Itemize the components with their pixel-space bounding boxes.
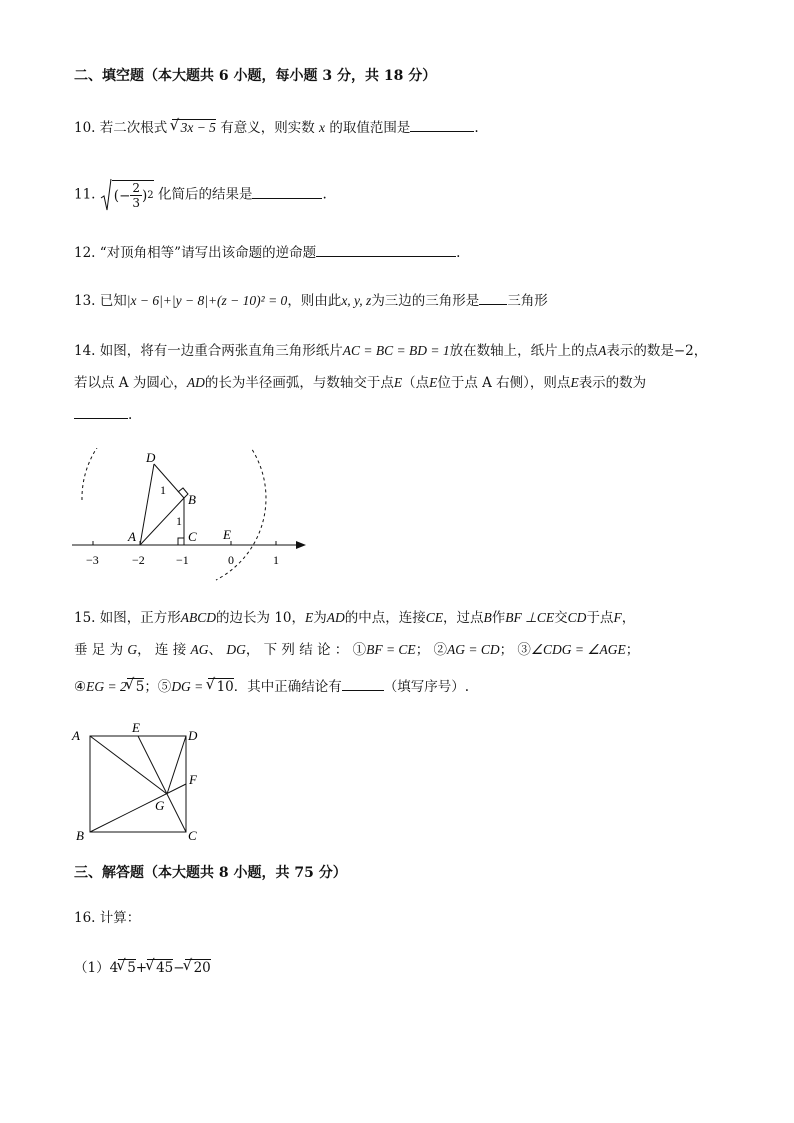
segment-BF [90,784,186,832]
q14-number: 14. [74,343,96,359]
tick-label-minus-1: −1 [176,553,189,567]
q10-post2: 的取值范围是 [329,120,411,136]
q11-post: 化简后的结果是 [157,186,253,203]
q15-number: 15. [74,610,96,626]
label-A: A [128,529,136,544]
question-12: 12. “对顶角相等”请写出该命题的逆命题 . [74,242,460,263]
label-E: E [223,527,231,542]
radical-sign-icon [100,178,112,212]
q15-answer-blank[interactable] [342,676,384,691]
question-14-line-2: 若以点 A 为圆心，AD的长为半径画弧，与数轴交于点E（点E位于点 A 右侧），则点E表示的数为 [74,375,647,391]
label-E: E [132,720,140,735]
q13-vars: x, y, z [341,293,372,308]
segment-AG [90,736,167,794]
q12-answer-blank[interactable] [316,242,456,257]
q16-text: 计算： [99,910,141,926]
q16-radical-20: √ 20 [185,959,211,976]
question-15-line-1: 15. 如图，正方形ABCD的边长为 10，E为AD的中点，连接CE，过点B作BF ⊥CE交CD于点F， [74,610,636,626]
q16-radical-45: √ 45 [147,959,173,976]
q10-radical: √ 3x − 5 [172,119,216,136]
q10-pre: 若二次根式 [99,120,168,136]
question-16 [74,908,140,928]
q13-expression: |x − 6|+|y − 8|+(z − 10)² = 0 [126,293,288,308]
q10-answer-blank[interactable] [410,117,474,132]
square-ABCD [90,736,186,832]
label-F: F [189,772,197,787]
q13-pre: 已知 [99,293,127,309]
question-16-part-1: （1）4√ 5+√ 45−√ 20 [74,958,211,978]
q11-frac-den: 3 [132,196,141,210]
q13-answer-blank[interactable] [479,290,507,305]
question-13: 13. 已知|x − 6|+|y − 8|+(z − 10)² = 0，则由此x, y, z为三边的三角形是 三角形 [74,290,548,311]
question-14-line-1: 14. 如图，将有一边重合两张直角三角形纸片AC = BC = BD = 1放在数轴上，纸片上的点A表示的数是−2， [74,343,708,359]
q11-answer-blank[interactable] [252,184,322,199]
label-D: D [146,450,156,465]
tick-label-1: 1 [273,553,279,567]
question-14-line-3: . [74,404,132,425]
q11-exponent: 2 [147,189,154,201]
q10-post: 有意义，则实数 [220,120,315,136]
label-B: B [188,492,196,507]
label-C: C [188,529,197,544]
q16-radical-5: √ 5 [118,959,136,976]
q16-part-label: （1） [74,960,110,976]
tick-label-minus-2: −2 [132,553,145,567]
label-B: B [76,828,84,843]
q13-number: 13. [74,293,96,309]
label-D: D [188,728,198,743]
label-A: A [72,728,80,743]
figure-15-square [66,716,216,846]
segment-DB [154,464,184,498]
question-11: 11. ( − $\frac{2}{3}$ ) 2 化简后的结果是 . [74,180,327,210]
q10-number: 10. [74,120,96,136]
right-angle-mark-C [178,538,184,545]
label-G: G [155,798,165,813]
section-2-heading: 二、填空题（本大题共 6 小题，每小题 3 分，共 18 分） [74,68,437,84]
q14-equation: AC = BC = BD = 1 [342,343,450,358]
label-C: C [188,828,197,843]
q14-answer-blank[interactable] [74,404,128,419]
q11-frac-num: 2 [132,181,141,195]
figure-14-number-line [60,448,320,588]
question-15-line-2: 垂 足 为 G， 连 接 AG、 DG， 下 列 结 论 ： ①BF = CE； ②AG = CD； ③∠CDG = ∠AGE； [74,642,640,658]
q10-var: x [319,120,326,135]
q11-number: 11. [74,186,96,203]
question-15-line-3: ④EG = 2√ 5；⑤DG = √ 10．其中正确结论有 （填写序号）. [74,676,469,697]
tick-label-minus-3: −3 [86,553,99,567]
label-side-1-lower: 1 [176,514,182,528]
label-side-1-upper: 1 [160,483,166,497]
q16-number: 16. [74,910,96,926]
arrow-right-icon [296,541,306,549]
q11-radical: ( − $\frac{2}{3}$ ) 2 [100,180,154,210]
tick-label-0: 0 [228,553,234,567]
segment-CE [138,736,186,832]
section-3-heading: 三、解答题（本大题共 8 小题，共 75 分） [74,865,347,881]
q12-number: 12. [74,245,96,261]
question-10: 10. 若二次根式 √ 3x − 5 有意义，则实数 x 的取值范围是 . [74,117,479,138]
dashed-arc [82,448,266,580]
q12-text: “对顶角相等”请写出该命题的逆命题 [99,245,317,261]
